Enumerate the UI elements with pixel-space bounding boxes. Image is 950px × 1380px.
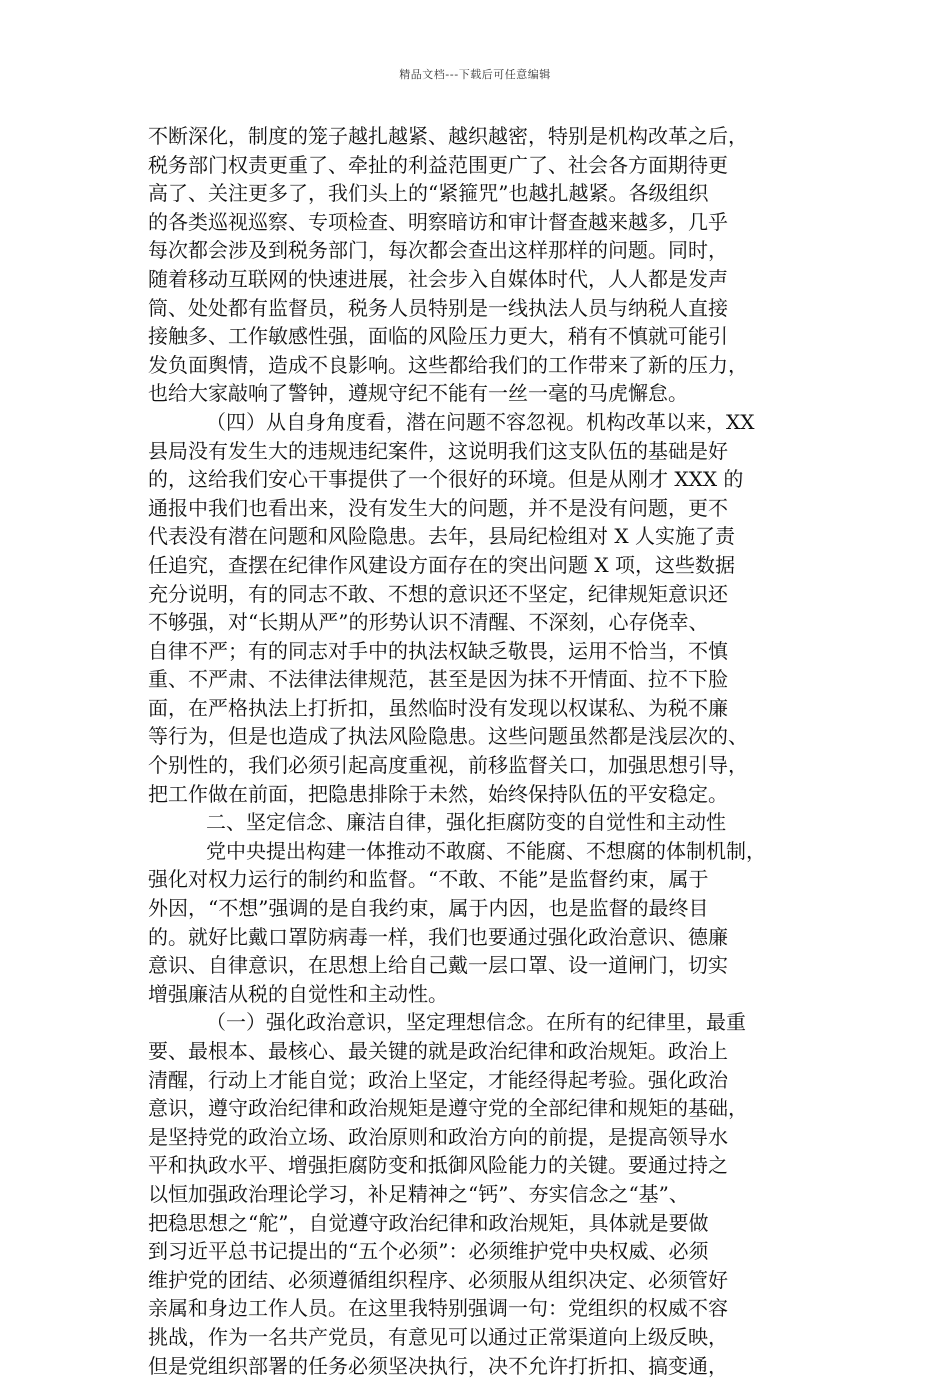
text-line: 但是党组织部署的任务必须坚决执行，决不允许打折扣、搞变通，: [148, 1353, 728, 1378]
text-line: 充分说明，有的同志不敢、不想的意识还不坚定，纪律规矩意识还: [148, 581, 728, 606]
text-line: 接触多、工作敏感性强，面临的风险压力更大，稍有不慎就可能引: [148, 324, 728, 349]
text-line: 不断深化，制度的笼子越扎越紧、越织越密，特别是机构改革之后，: [148, 124, 748, 148]
text-line: 筒、处处都有监督员，税务人员特别是一线执法人员与纳税人直接: [148, 295, 728, 320]
text-line: 维护党的团结、必须遵循组织程序、必须服从组织决定、必须管好: [148, 1267, 728, 1292]
text-line: 到习近平总书记提出的“五个必须”：必须维护党中央权威、必须: [148, 1239, 709, 1264]
text-line: 随着移动互联网的快速进展，社会步入自媒体时代，人人都是发声: [148, 266, 728, 291]
text-line: （四）从自身角度看，潜在问题不容忽视。机构改革以来，XX: [206, 409, 755, 434]
text-line: 每次都会涉及到税务部门，每次都会查出这样那样的问题。同时，: [148, 238, 728, 263]
text-line: （一）强化政治意识，坚定理想信念。在所有的纪律里，最重: [206, 1010, 746, 1035]
text-line: 任追究，查摆在纪律作风建设方面存在的突出问题 X 项，这些数据: [148, 552, 735, 577]
text-line: 增强廉洁从税的自觉性和主动性。: [148, 981, 448, 1006]
text-line: 清醒，行动上才能自觉；政治上坚定，才能经得起考验。强化政治: [148, 1067, 728, 1092]
text-line: 等行为，但是也造成了执法风险隐患。这些问题虽然都是浅层次的、: [148, 724, 748, 749]
text-line: 自律不严；有的同志对手中的执法权缺乏敬畏，运用不恰当，不慎: [148, 638, 728, 663]
text-line: 党中央提出构建一体推动不敢腐、不能腐、不想腐的体制机制，: [206, 838, 766, 863]
text-line: 意识，遵守政治纪律和政治规矩是遵守党的全部纪律和规矩的基础，: [148, 1096, 748, 1121]
text-line: 亲属和身边工作人员。在这里我特别强调一句：党组织的权威不容: [148, 1296, 728, 1321]
text-line: 的，这给我们安心干事提供了一个很好的环境。但是从刚才 XXX 的: [148, 467, 744, 492]
text-line: 税务部门权责更重了、牵扯的利益范围更广了、社会各方面期待更: [148, 152, 728, 177]
page-header: 精品文档---下载后可任意编辑: [399, 68, 551, 81]
text-line: 要、最根本、最核心、最关键的就是政治纪律和政治规矩。政治上: [148, 1039, 728, 1063]
text-line: 也给大家敲响了警钟，遵规守纪不能有一丝一毫的马虎懈怠。: [148, 381, 688, 406]
text-line: 面，在严格执法上打折扣，虽然临时没有发现以权谋私、为税不廉: [148, 695, 728, 720]
document-body: [148, 122, 818, 1380]
text-line: 强化对权力运行的制约和监督。“不敢、不能”是监督约束，属于: [148, 867, 709, 892]
text-line: 挑战，作为一名共产党员，有意见可以通过正常渠道向上级反映，: [148, 1324, 728, 1349]
text-line: 个别性的，我们必须引起高度重视，前移监督关口，加强思想引导，: [148, 753, 748, 778]
text-line: 高了、关注更多了，我们头上的“紧箍咒”也越扎越紧。各级组织: [148, 181, 709, 206]
text-line: 代表没有潜在问题和风险隐患。去年，县局纪检组对 X 人实施了责: [148, 524, 735, 549]
text-line: 意识、自律意识，在思想上给自己戴一层口罩、设一道闸门，切实: [148, 953, 728, 978]
text-line: 平和执政水平、增强拒腐防变和抵御风险能力的关键。要通过持之: [148, 1153, 728, 1178]
text-line: 以恒加强政治理论学习，补足精神之“钙”、夯实信念之“基”、: [148, 1181, 689, 1206]
text-line: 重、不严肃、不法律法律规范，甚至是因为抹不开情面、拉不下脸: [148, 667, 728, 692]
text-line: 把稳思想之“舵”，自觉遵守政治纪律和政治规矩，具体就是要做: [148, 1210, 709, 1235]
text-line: 的。就好比戴口罩防病毒一样，我们也要通过强化政治意识、德廉: [148, 924, 728, 949]
text-line: 通报中我们也看出来，没有发生大的问题，并不是没有问题，更不: [148, 495, 728, 520]
text-line: 发负面舆情，造成不良影响。这些都给我们的工作带来了新的压力，: [148, 352, 748, 377]
text-line: 的各类巡视巡察、专项检查、明察暗访和审计督查越来越多，几乎: [148, 209, 728, 234]
text-line: 不够强，对“长期从严”的形势认识不清醒、不深刻，心存侥幸、: [148, 610, 709, 635]
text-line: 外因，“不想”强调的是自我约束，属于内因，也是监督的最终目: [148, 896, 709, 921]
text-line: 是坚持党的政治立场、政治原则和政治方向的前提，是提高领导水: [148, 1124, 728, 1149]
text-line: 二、坚定信念、廉洁自律，强化拒腐防变的自觉性和主动性: [206, 810, 726, 835]
text-line: 县局没有发生大的违规违纪案件，这说明我们这支队伍的基础是好: [148, 438, 728, 463]
text-line: 把工作做在前面，把隐患排除于未然，始终保持队伍的平安稳定。: [148, 781, 728, 806]
